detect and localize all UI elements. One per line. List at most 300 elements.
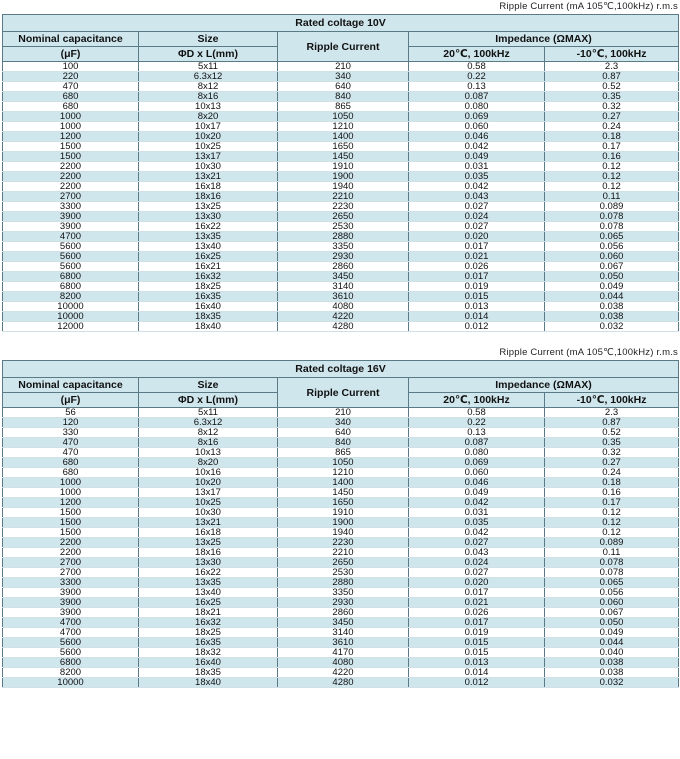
cell-capacitance: 3900	[3, 222, 139, 232]
cell-impedance-20c: 0.019	[409, 628, 545, 638]
cell-size: 18x16	[139, 192, 278, 202]
cell-impedance-20c: 0.027	[409, 202, 545, 212]
table-row	[3, 62, 679, 72]
table-row	[3, 428, 679, 438]
cell-ripple-current: 1400	[278, 478, 409, 488]
cell-size: 13x40	[139, 242, 278, 252]
header-impedance-20c: 20℃, 100kHz	[409, 393, 545, 408]
cell-impedance-20c: 0.043	[409, 192, 545, 202]
cell-ripple-current: 865	[278, 448, 409, 458]
cell-capacitance: 5600	[3, 648, 139, 658]
cell-impedance-20c: 0.024	[409, 212, 545, 222]
cell-ripple-current: 3610	[278, 292, 409, 302]
cell-ripple-current: 2530	[278, 568, 409, 578]
cell-impedance-20c: 0.014	[409, 668, 545, 678]
cell-capacitance: 56	[3, 408, 139, 418]
cell-capacitance: 2200	[3, 172, 139, 182]
cell-capacitance: 6800	[3, 272, 139, 282]
cell-capacitance: 680	[3, 458, 139, 468]
cell-capacitance: 2700	[3, 568, 139, 578]
cell-capacitance: 1200	[3, 132, 139, 142]
cell-ripple-current: 2650	[278, 558, 409, 568]
cell-capacitance: 10000	[3, 312, 139, 322]
cell-capacitance: 2200	[3, 182, 139, 192]
table-row	[3, 82, 679, 92]
table-row	[3, 152, 679, 162]
cell-impedance-20c: 0.035	[409, 172, 545, 182]
cell-impedance-20c: 0.13	[409, 428, 545, 438]
table-row	[3, 468, 679, 478]
cell-size: 16x35	[139, 638, 278, 648]
cell-ripple-current: 1940	[278, 528, 409, 538]
cell-impedance-minus10c: 0.18	[545, 132, 679, 142]
cell-impedance-20c: 0.13	[409, 82, 545, 92]
cell-capacitance: 2700	[3, 558, 139, 568]
header-nominal-capacitance: Nominal capacitance	[3, 378, 139, 393]
cell-ripple-current: 1900	[278, 172, 409, 182]
cell-capacitance: 1500	[3, 508, 139, 518]
ripple-caption-10v: Ripple Current (mA 105℃,100kHz) r.m.s	[499, 1, 678, 12]
cell-impedance-minus10c: 0.065	[545, 232, 679, 242]
table-row	[3, 508, 679, 518]
cell-impedance-minus10c: 0.11	[545, 548, 679, 558]
header-impedance: Impedance (ΩMAX)	[409, 32, 679, 47]
cell-impedance-20c: 0.015	[409, 638, 545, 648]
cell-size: 6.3x12	[139, 72, 278, 82]
table-row	[3, 102, 679, 112]
cell-capacitance: 6800	[3, 658, 139, 668]
cell-impedance-20c: 0.58	[409, 62, 545, 72]
cell-impedance-20c: 0.042	[409, 142, 545, 152]
cell-impedance-minus10c: 0.52	[545, 428, 679, 438]
cell-impedance-minus10c: 0.032	[545, 678, 679, 688]
cell-capacitance: 10000	[3, 302, 139, 312]
cell-size: 5x11	[139, 408, 278, 418]
cell-ripple-current: 2230	[278, 538, 409, 548]
cell-capacitance: 8200	[3, 292, 139, 302]
cell-ripple-current: 3350	[278, 242, 409, 252]
cell-impedance-20c: 0.042	[409, 182, 545, 192]
ripple-caption-16v: Ripple Current (mA 105℃,100kHz) r.m.s	[499, 347, 678, 358]
cell-impedance-minus10c: 0.52	[545, 82, 679, 92]
cell-size: 13x35	[139, 232, 278, 242]
cell-impedance-minus10c: 0.044	[545, 638, 679, 648]
cell-ripple-current: 1900	[278, 518, 409, 528]
cell-capacitance: 3900	[3, 212, 139, 222]
cell-size: 13x21	[139, 172, 278, 182]
cell-ripple-current: 1910	[278, 162, 409, 172]
cell-size: 10x20	[139, 478, 278, 488]
cell-ripple-current: 4220	[278, 312, 409, 322]
cell-capacitance: 1500	[3, 518, 139, 528]
table-row	[3, 598, 679, 608]
cell-ripple-current: 340	[278, 418, 409, 428]
cell-ripple-current: 4220	[278, 668, 409, 678]
cell-impedance-20c: 0.049	[409, 152, 545, 162]
cell-capacitance: 2700	[3, 192, 139, 202]
cell-ripple-current: 2930	[278, 252, 409, 262]
cell-capacitance: 680	[3, 468, 139, 478]
cell-impedance-minus10c: 0.32	[545, 102, 679, 112]
table-row	[3, 448, 679, 458]
cell-impedance-minus10c: 0.35	[545, 92, 679, 102]
cell-impedance-minus10c: 0.16	[545, 152, 679, 162]
header-size: Size	[139, 378, 278, 393]
cell-impedance-minus10c: 0.17	[545, 142, 679, 152]
cell-ripple-current: 1400	[278, 132, 409, 142]
cell-impedance-20c: 0.021	[409, 252, 545, 262]
cell-size: 18x21	[139, 608, 278, 618]
cell-ripple-current: 4080	[278, 302, 409, 312]
cell-impedance-minus10c: 0.12	[545, 528, 679, 538]
table-row	[3, 162, 679, 172]
cell-impedance-20c: 0.013	[409, 658, 545, 668]
table-row	[3, 232, 679, 242]
table-row	[3, 588, 679, 598]
cell-capacitance: 1500	[3, 528, 139, 538]
cell-impedance-minus10c: 0.040	[545, 648, 679, 658]
cell-size: 13x25	[139, 538, 278, 548]
table-body	[3, 62, 679, 332]
cell-impedance-20c: 0.060	[409, 468, 545, 478]
cell-ripple-current: 1910	[278, 508, 409, 518]
cell-capacitance: 5600	[3, 242, 139, 252]
cell-capacitance: 470	[3, 82, 139, 92]
cell-ripple-current: 640	[278, 428, 409, 438]
cell-capacitance: 680	[3, 92, 139, 102]
cell-impedance-20c: 0.012	[409, 322, 545, 332]
cell-capacitance: 12000	[3, 322, 139, 332]
cell-ripple-current: 1210	[278, 468, 409, 478]
cell-capacitance: 4700	[3, 628, 139, 638]
cell-impedance-20c: 0.026	[409, 608, 545, 618]
header-nominal-capacitance: Nominal capacitance	[3, 32, 139, 47]
cell-capacitance: 8200	[3, 668, 139, 678]
cell-impedance-minus10c: 0.17	[545, 498, 679, 508]
cell-size: 8x12	[139, 428, 278, 438]
cell-ripple-current: 1050	[278, 458, 409, 468]
cell-size: 16x35	[139, 292, 278, 302]
cell-impedance-minus10c: 0.35	[545, 438, 679, 448]
cell-impedance-20c: 0.020	[409, 578, 545, 588]
cell-capacitance: 6800	[3, 282, 139, 292]
table-row	[3, 242, 679, 252]
cell-impedance-minus10c: 0.089	[545, 202, 679, 212]
cell-size: 16x22	[139, 568, 278, 578]
table-row	[3, 282, 679, 292]
cell-impedance-20c: 0.012	[409, 678, 545, 688]
table-row	[3, 648, 679, 658]
cell-ripple-current: 3350	[278, 588, 409, 598]
cell-ripple-current: 1210	[278, 122, 409, 132]
table-row	[3, 262, 679, 272]
cell-capacitance: 470	[3, 448, 139, 458]
header-size-dimensions: ΦD x L(mm)	[139, 393, 278, 408]
cell-capacitance: 2200	[3, 548, 139, 558]
cell-size: 18x35	[139, 668, 278, 678]
cell-capacitance: 3900	[3, 588, 139, 598]
cell-impedance-20c: 0.035	[409, 518, 545, 528]
table-row	[3, 558, 679, 568]
table-row	[3, 538, 679, 548]
cell-ripple-current: 2530	[278, 222, 409, 232]
cell-ripple-current: 1650	[278, 142, 409, 152]
table-row	[3, 528, 679, 538]
cell-impedance-minus10c: 0.11	[545, 192, 679, 202]
cell-impedance-minus10c: 0.32	[545, 448, 679, 458]
cell-impedance-minus10c: 0.12	[545, 182, 679, 192]
cell-ripple-current: 3140	[278, 282, 409, 292]
cell-impedance-20c: 0.042	[409, 498, 545, 508]
cell-ripple-current: 2860	[278, 608, 409, 618]
table-row	[3, 292, 679, 302]
cell-ripple-current: 2230	[278, 202, 409, 212]
cell-size: 10x20	[139, 132, 278, 142]
cell-capacitance: 1000	[3, 488, 139, 498]
table-row	[3, 192, 679, 202]
cell-ripple-current: 1940	[278, 182, 409, 192]
cell-capacitance: 5600	[3, 252, 139, 262]
cell-ripple-current: 840	[278, 92, 409, 102]
cell-impedance-20c: 0.017	[409, 588, 545, 598]
cell-capacitance: 3300	[3, 202, 139, 212]
cell-capacitance: 680	[3, 102, 139, 112]
cell-impedance-minus10c: 0.067	[545, 262, 679, 272]
cell-impedance-minus10c: 0.078	[545, 222, 679, 232]
table-row	[3, 678, 679, 688]
cell-impedance-20c: 0.031	[409, 508, 545, 518]
table-row	[3, 548, 679, 558]
table-row	[3, 222, 679, 232]
cell-impedance-minus10c: 0.078	[545, 558, 679, 568]
cell-impedance-20c: 0.015	[409, 648, 545, 658]
table-row	[3, 458, 679, 468]
table-row	[3, 568, 679, 578]
rated-voltage-title: Rated coltage 16V	[3, 361, 679, 378]
cell-capacitance: 100	[3, 62, 139, 72]
cell-impedance-minus10c: 0.038	[545, 668, 679, 678]
cell-impedance-minus10c: 0.12	[545, 518, 679, 528]
cell-impedance-minus10c: 0.065	[545, 578, 679, 588]
cell-size: 16x21	[139, 262, 278, 272]
cell-size: 8x16	[139, 438, 278, 448]
cell-impedance-minus10c: 0.038	[545, 302, 679, 312]
cell-impedance-20c: 0.026	[409, 262, 545, 272]
cell-impedance-minus10c: 0.032	[545, 322, 679, 332]
table-row	[3, 668, 679, 678]
cell-size: 18x35	[139, 312, 278, 322]
cell-size: 13x25	[139, 202, 278, 212]
cell-capacitance: 470	[3, 438, 139, 448]
cell-impedance-20c: 0.017	[409, 242, 545, 252]
table-row	[3, 212, 679, 222]
cell-impedance-20c: 0.027	[409, 538, 545, 548]
cell-ripple-current: 1450	[278, 488, 409, 498]
cell-capacitance: 3900	[3, 598, 139, 608]
cell-capacitance: 2200	[3, 538, 139, 548]
cell-impedance-minus10c: 0.18	[545, 478, 679, 488]
cell-impedance-20c: 0.020	[409, 232, 545, 242]
cell-impedance-minus10c: 0.060	[545, 252, 679, 262]
cell-impedance-20c: 0.013	[409, 302, 545, 312]
cell-capacitance: 5600	[3, 638, 139, 648]
cell-impedance-minus10c: 0.078	[545, 212, 679, 222]
cell-size: 16x22	[139, 222, 278, 232]
table-row	[3, 182, 679, 192]
cell-ripple-current: 2860	[278, 262, 409, 272]
cell-impedance-20c: 0.019	[409, 282, 545, 292]
table-row	[3, 72, 679, 82]
cell-size: 16x25	[139, 598, 278, 608]
cell-capacitance: 1000	[3, 122, 139, 132]
cell-ripple-current: 3450	[278, 618, 409, 628]
table-row	[3, 272, 679, 282]
table-row	[3, 322, 679, 332]
cell-impedance-20c: 0.22	[409, 72, 545, 82]
cell-size: 16x32	[139, 272, 278, 282]
cell-impedance-minus10c: 0.050	[545, 618, 679, 628]
cell-ripple-current: 2880	[278, 578, 409, 588]
cell-size: 18x40	[139, 322, 278, 332]
cell-ripple-current: 2210	[278, 192, 409, 202]
cell-capacitance: 220	[3, 72, 139, 82]
cell-ripple-current: 210	[278, 62, 409, 72]
cell-impedance-20c: 0.069	[409, 458, 545, 468]
table-row	[3, 498, 679, 508]
cell-ripple-current: 3140	[278, 628, 409, 638]
cell-size: 8x20	[139, 458, 278, 468]
cell-impedance-20c: 0.060	[409, 122, 545, 132]
cell-capacitance: 1500	[3, 152, 139, 162]
table-row	[3, 658, 679, 668]
cell-size: 18x25	[139, 282, 278, 292]
cell-impedance-20c: 0.049	[409, 488, 545, 498]
cell-ripple-current: 2930	[278, 598, 409, 608]
cell-size: 16x32	[139, 618, 278, 628]
table-row	[3, 628, 679, 638]
cell-impedance-20c: 0.021	[409, 598, 545, 608]
table-row	[3, 418, 679, 428]
cell-capacitance: 330	[3, 428, 139, 438]
cell-impedance-20c: 0.22	[409, 418, 545, 428]
cell-impedance-20c: 0.087	[409, 92, 545, 102]
cell-ripple-current: 3450	[278, 272, 409, 282]
cell-impedance-20c: 0.080	[409, 448, 545, 458]
cell-impedance-20c: 0.014	[409, 312, 545, 322]
table-body	[3, 408, 679, 688]
table-row	[3, 488, 679, 498]
cell-capacitance: 2200	[3, 162, 139, 172]
cell-size: 13x30	[139, 212, 278, 222]
cell-impedance-minus10c: 0.12	[545, 162, 679, 172]
cell-impedance-minus10c: 0.089	[545, 538, 679, 548]
cell-capacitance: 1000	[3, 112, 139, 122]
cell-size: 10x25	[139, 498, 278, 508]
rated-voltage-title: Rated coltage 10V	[3, 15, 679, 32]
cell-size: 18x32	[139, 648, 278, 658]
table-row	[3, 478, 679, 488]
cell-capacitance: 1200	[3, 498, 139, 508]
cell-ripple-current: 1050	[278, 112, 409, 122]
cell-impedance-minus10c: 0.049	[545, 282, 679, 292]
cell-impedance-minus10c: 0.056	[545, 588, 679, 598]
cell-impedance-20c: 0.024	[409, 558, 545, 568]
cell-size: 18x16	[139, 548, 278, 558]
cell-size: 10x30	[139, 508, 278, 518]
header-impedance-20c: 20℃, 100kHz	[409, 47, 545, 62]
cell-impedance-20c: 0.031	[409, 162, 545, 172]
header-ripple-current: Ripple Current	[278, 32, 409, 62]
cell-impedance-minus10c: 0.87	[545, 418, 679, 428]
header-size-dimensions: ΦD x L(mm)	[139, 47, 278, 62]
table-row	[3, 142, 679, 152]
cell-impedance-minus10c: 0.060	[545, 598, 679, 608]
cell-impedance-20c: 0.017	[409, 272, 545, 282]
cell-size: 13x17	[139, 152, 278, 162]
cell-size: 10x13	[139, 448, 278, 458]
cell-impedance-minus10c: 2.3	[545, 62, 679, 72]
cell-size: 10x16	[139, 468, 278, 478]
cell-size: 16x18	[139, 182, 278, 192]
cell-size: 16x18	[139, 528, 278, 538]
table-row	[3, 312, 679, 322]
cell-size: 5x11	[139, 62, 278, 72]
cell-capacitance: 3300	[3, 578, 139, 588]
cell-ripple-current: 640	[278, 82, 409, 92]
cell-capacitance: 10000	[3, 678, 139, 688]
cell-ripple-current: 2650	[278, 212, 409, 222]
cell-impedance-minus10c: 2.3	[545, 408, 679, 418]
cell-size: 16x25	[139, 252, 278, 262]
table-row	[3, 112, 679, 122]
cell-ripple-current: 840	[278, 438, 409, 448]
cell-capacitance: 4700	[3, 618, 139, 628]
cell-impedance-minus10c: 0.050	[545, 272, 679, 282]
table-row	[3, 172, 679, 182]
cell-impedance-minus10c: 0.049	[545, 628, 679, 638]
cell-size: 10x17	[139, 122, 278, 132]
cell-ripple-current: 3610	[278, 638, 409, 648]
cell-impedance-minus10c: 0.87	[545, 72, 679, 82]
cell-impedance-minus10c: 0.27	[545, 112, 679, 122]
cell-size: 13x35	[139, 578, 278, 588]
cell-ripple-current: 340	[278, 72, 409, 82]
cell-capacitance: 4700	[3, 232, 139, 242]
cell-ripple-current: 1650	[278, 498, 409, 508]
cell-impedance-20c: 0.015	[409, 292, 545, 302]
cell-impedance-minus10c: 0.038	[545, 658, 679, 668]
cell-size: 6.3x12	[139, 418, 278, 428]
cell-impedance-minus10c: 0.067	[545, 608, 679, 618]
cell-size: 13x30	[139, 558, 278, 568]
header-impedance-minus10c: -10℃, 100kHz	[545, 47, 679, 62]
cell-ripple-current: 4170	[278, 648, 409, 658]
table-row	[3, 438, 679, 448]
cell-impedance-minus10c: 0.078	[545, 568, 679, 578]
header-capacitance-unit: (μF)	[3, 393, 139, 408]
table-row	[3, 578, 679, 588]
cell-size: 13x40	[139, 588, 278, 598]
header-impedance-minus10c: -10℃, 100kHz	[545, 393, 679, 408]
table-row	[3, 252, 679, 262]
cell-size: 10x13	[139, 102, 278, 112]
header-size: Size	[139, 32, 278, 47]
cell-impedance-20c: 0.017	[409, 618, 545, 628]
cell-capacitance: 3900	[3, 608, 139, 618]
cell-impedance-20c: 0.080	[409, 102, 545, 112]
table-row	[3, 518, 679, 528]
cell-ripple-current: 4280	[278, 322, 409, 332]
